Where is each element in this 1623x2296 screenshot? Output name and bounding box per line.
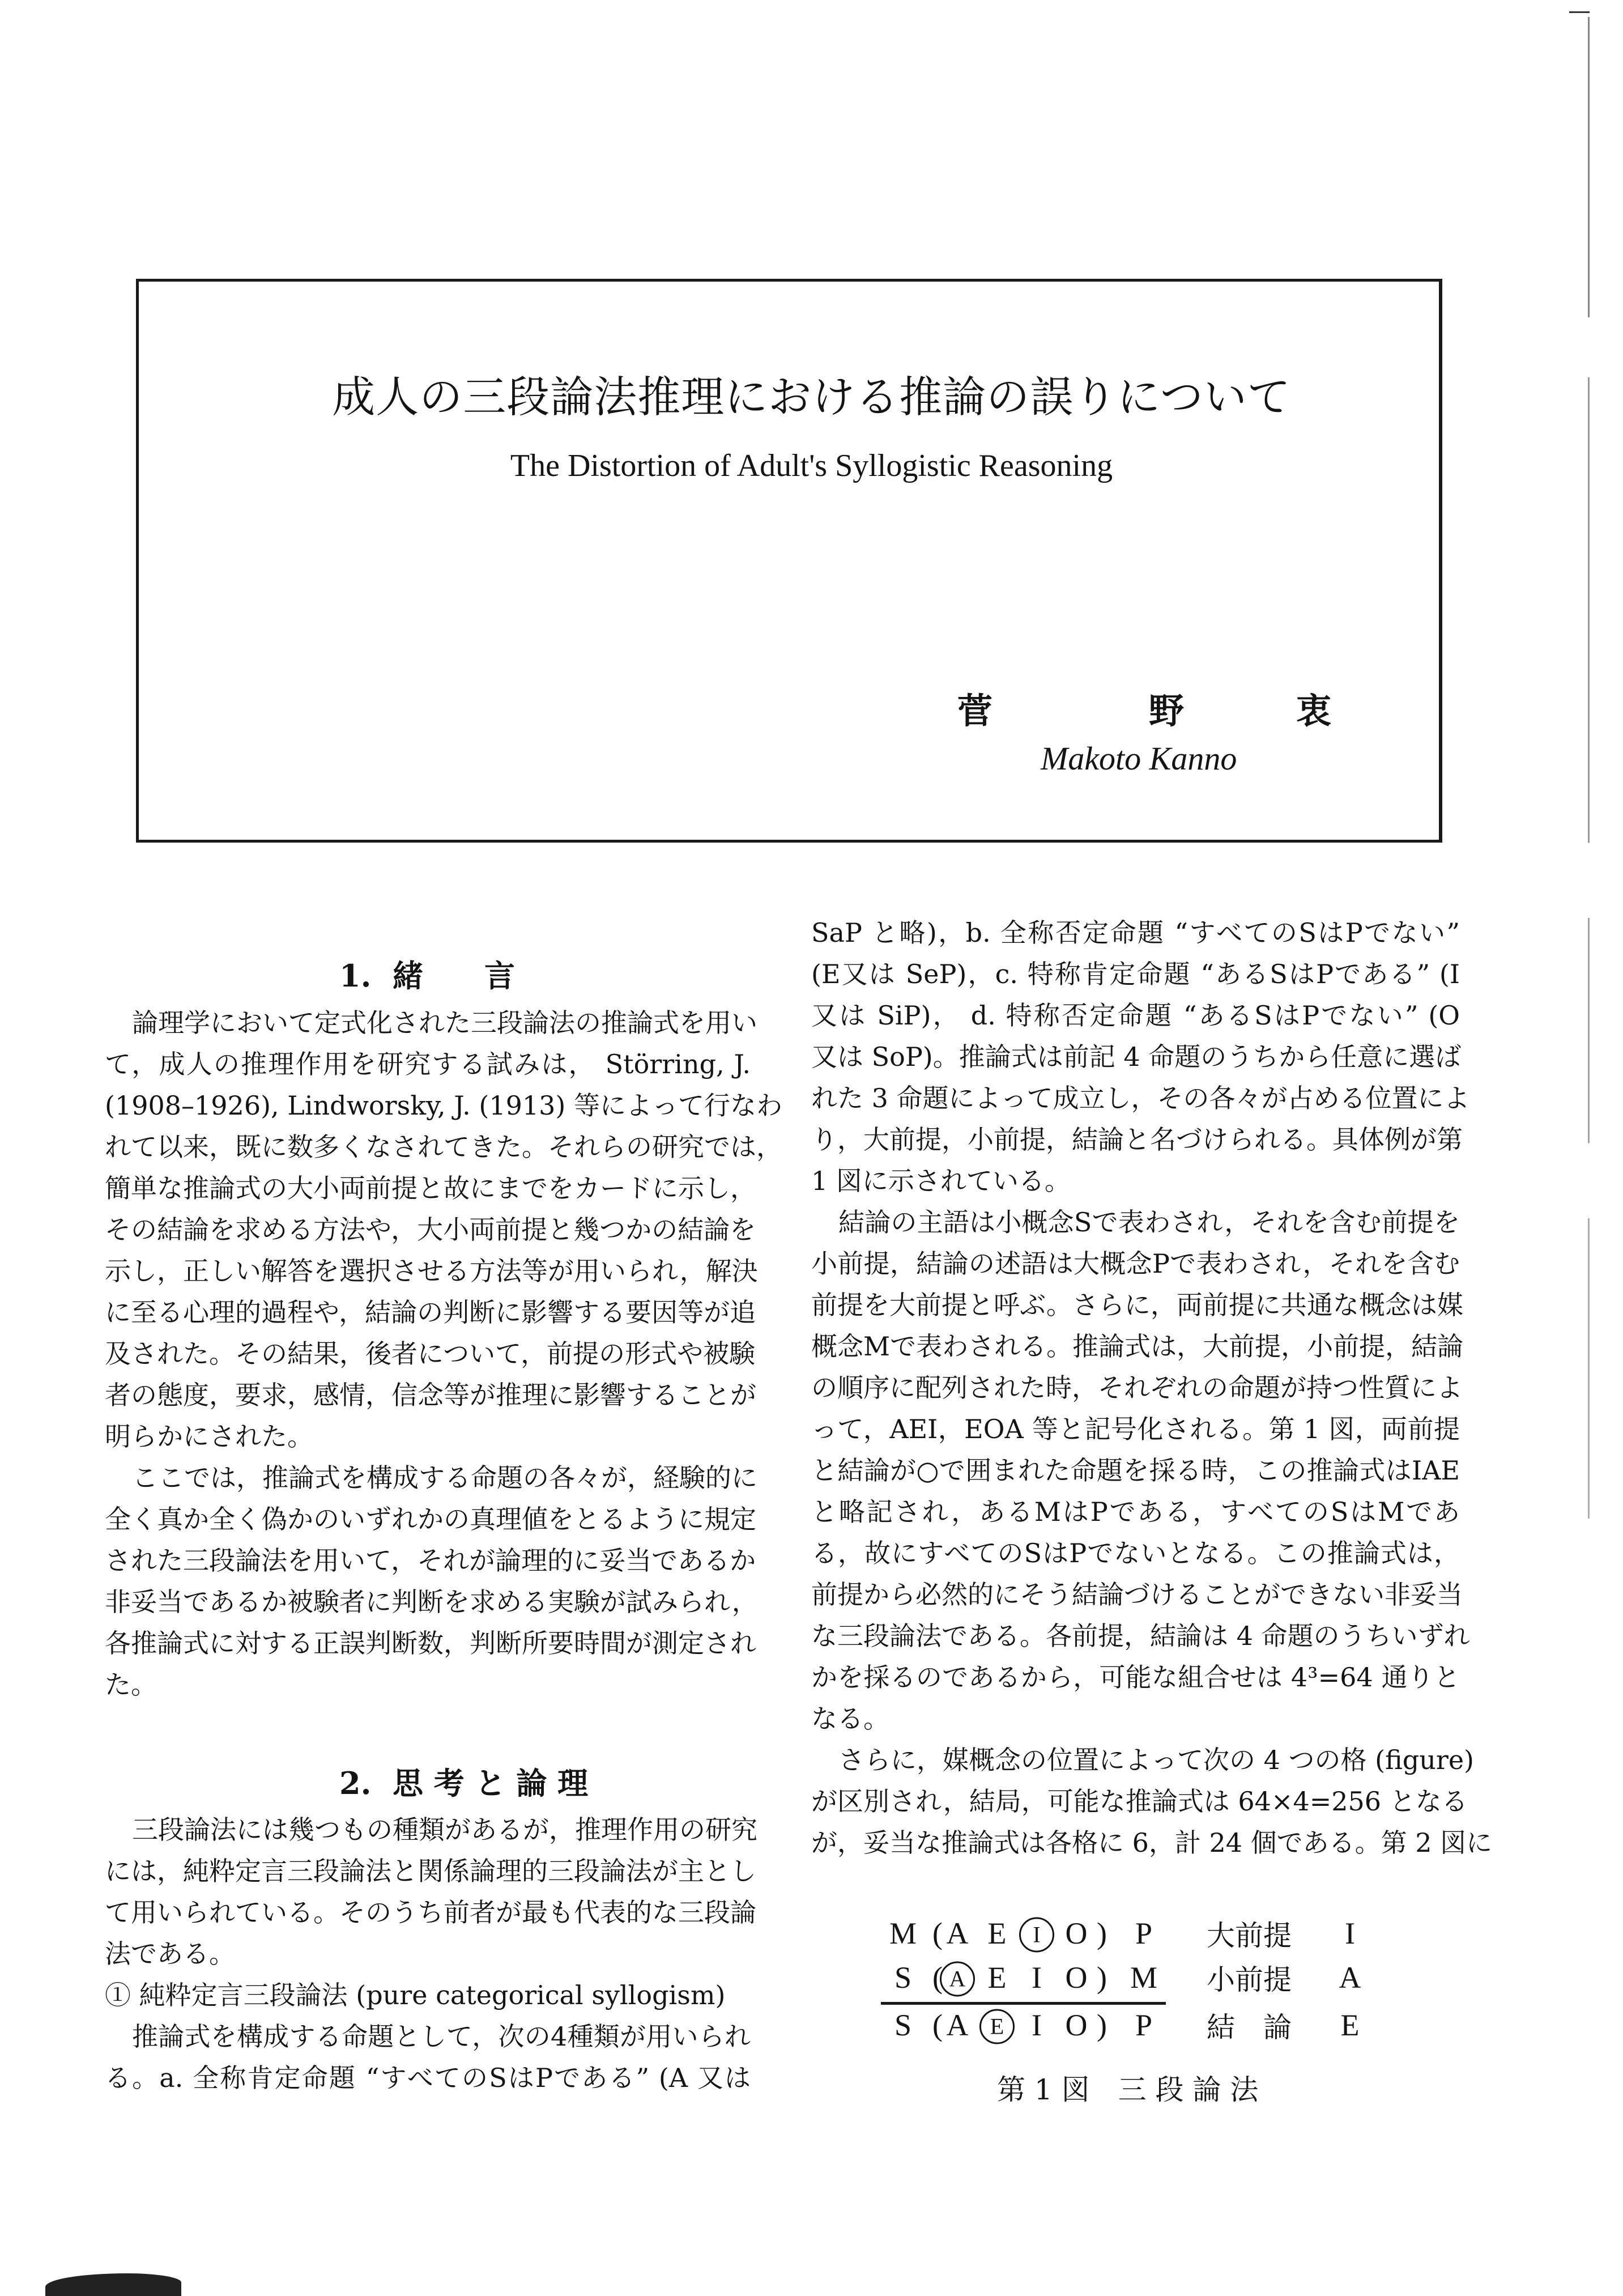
figure-option: O — [1065, 1916, 1088, 1950]
section-heading-thinking-and-logic: 2. 思 考 と 論 理 — [339, 1765, 589, 1801]
figure-paren: ( — [932, 2008, 943, 2042]
figure-premise-label: 大前提 — [1207, 1919, 1292, 1952]
text-line: と略記され，あるMはPである，すべてのSはMであ — [811, 1496, 1460, 1527]
text-line: 各推論式に対する正誤判断数，判断所要時間が測定され — [105, 1628, 756, 1659]
text-line: って，AEI，EOA 等と記号化される。第 1 図，両前提 — [811, 1414, 1460, 1444]
figure-circled-option — [940, 1959, 975, 1997]
figure-premise-label: 小前提 — [1207, 1963, 1292, 1996]
text-line: 結論の主語は小概念Sで表わされ，それを含む前提を — [838, 1207, 1460, 1238]
circle-mark-icon: I — [1019, 1917, 1054, 1953]
text-line: 1 図に示されている。 — [811, 1166, 1071, 1196]
text-line: ここでは，推論式を構成する命題の各々が，経験的に — [132, 1462, 757, 1493]
text-line: 概念Mで表わされる。推論式は，大前提，小前提，結論 — [811, 1331, 1464, 1362]
text-line: 推論式を構成する命題として，次の4種類が用いられ — [132, 2021, 751, 2052]
figure-option: O — [1065, 1961, 1088, 1995]
figure-paren: ( — [932, 1961, 943, 1995]
figure-term: M — [1130, 1961, 1158, 1995]
figure-option: I — [1032, 1961, 1042, 1995]
figure-term: P — [1135, 1916, 1153, 1950]
text-line: と結論が○で囲まれた命題を採る時，この推論式はIAE — [811, 1455, 1460, 1486]
text-line: なる。 — [811, 1703, 889, 1734]
text-line: SaP と略)，b. 全称否定命題 “すべてのSはPでない” — [811, 917, 1460, 948]
figure-term: S — [894, 1961, 912, 1995]
text-line: に至る心理的過程や，結論の判断に影響する要因等が追 — [105, 1297, 756, 1328]
text-line: な三段論法である。各前提，結論は 4 命題のうちいずれ — [811, 1621, 1470, 1651]
text-line: 前提を大前提と呼ぶ。さらに，両前提に共通な概念は媒 — [811, 1290, 1463, 1320]
text-line: さらに，媒概念の位置によって次の 4 つの格 (figure) — [838, 1745, 1474, 1775]
figure-selected-value: E — [1340, 2008, 1360, 2042]
figure-paren: ) — [1097, 2008, 1107, 2042]
text-line: 示し，正しい解答を選択させる方法等が用いられ，解決 — [105, 1256, 758, 1286]
text-line: て用いられている。そのうち前者が最も代表的な三段論 — [105, 1897, 756, 1928]
text-line: (1908–1926), Lindworsky, J. (1913) 等によって行なわ — [105, 1090, 782, 1121]
text-line: 前提から必然的にそう結論づけることができない非妥当 — [811, 1579, 1463, 1610]
author-name-char: 菅 — [957, 690, 993, 732]
text-line: る，故にすべてのSはPでないとなる。この推論式は， — [811, 1538, 1460, 1568]
author-name-english: Makoto Kanno — [1041, 740, 1237, 777]
text-line: て，成人の推理作用を研究する試みは， Störring, J. — [105, 1049, 751, 1079]
text-line: かを採るのであるから，可能な組合せは 4³=64 通りと — [811, 1662, 1460, 1693]
text-line: 非妥当であるか被験者に判断を求める実験が試みられ， — [105, 1587, 758, 1617]
text-line: ① 純粋定言三段論法 (pure categorical syllogism) — [105, 1980, 726, 2010]
author-name-char: 衷 — [1296, 690, 1332, 732]
text-line: その結論を求める方法や，大小両前提と幾つかの結論を — [105, 1214, 756, 1245]
figure-paren: ) — [1097, 1961, 1107, 1995]
text-line: 簡単な推論式の大小両前提と故にまでをカードに示し， — [105, 1173, 756, 1204]
title-english: The Distortion of Adult's Syllogistic Reasoning — [510, 448, 1113, 483]
text-line: 全く真か全く偽かのいずれかの真理値をとるように規定 — [105, 1504, 756, 1534]
author-name-char: 野 — [1149, 690, 1185, 732]
figure-circled-option — [1019, 1915, 1054, 1953]
text-line: 法である。 — [105, 1938, 235, 1969]
figure-term: S — [894, 2008, 912, 2042]
text-line: が，妥当な推論式は各格に 6，計 24 個である。第 2 図に — [811, 1827, 1493, 1858]
text-line: が区別され，結局，可能な推論式は 64×4=256 となる — [811, 1786, 1468, 1817]
text-line: 又は SiP)， d. 特称否定命題 “あるSはPでない” (O — [811, 1000, 1460, 1031]
text-line: 又は SoP)。推論式は前記 4 命題のうちから任意に選ば — [811, 1041, 1462, 1072]
text-line: には，純粋定言三段論法と関係論理的三段論法が主とし — [105, 1856, 756, 1886]
text-line: 及された。その結果，後者について，前提の形式や被験 — [105, 1338, 756, 1369]
text-line: れて以来，既に数多くなされてきた。それらの研究では， — [105, 1132, 782, 1162]
text-line: (E又は SeP)，c. 特称肯定命題 “あるSはPである” (I — [811, 959, 1460, 989]
figure-option: A — [946, 1916, 969, 1950]
text-line: る。a. 全称肯定命題 “すべてのSはPである” (A 又は — [105, 2063, 751, 2093]
text-line: た。 — [105, 1669, 157, 1700]
text-line: れた 3 命題によって成立し，その各々が占める位置によ — [811, 1083, 1470, 1113]
figure-conclusion-rule — [881, 2002, 1166, 2005]
text-line: り，大前提，小前提，結論と名づけられる。具体例が第 — [811, 1124, 1463, 1155]
text-line: 三段論法には幾つもの種類があるが，推理作用の研究 — [132, 1814, 757, 1845]
figure-paren: ) — [1097, 1916, 1107, 1950]
text-line: 明らかにされた。 — [105, 1421, 313, 1452]
figure-selected-value: I — [1345, 1916, 1355, 1950]
text-line: された三段論法を用いて，それが論理的に妥当であるか — [105, 1545, 756, 1576]
figure-option: I — [1032, 2008, 1042, 2042]
figure-selected-value: A — [1339, 1961, 1361, 1995]
figure-premise-label: 結 論 — [1207, 2011, 1292, 2044]
figure-option: E — [987, 1961, 1007, 1995]
figure-paren: ( — [932, 1916, 943, 1950]
circle-mark-icon: E — [979, 2009, 1015, 2044]
title-japanese: 成人の三段論法推理における推論の誤りについて — [332, 372, 1291, 422]
figure-term: M — [889, 1916, 917, 1950]
text-line: 者の態度，要求，感情，信念等が推理に影響することが — [105, 1380, 756, 1410]
figure-term: P — [1135, 2008, 1153, 2042]
text-line: 論理学において定式化された三段論法の推論式を用い — [132, 1007, 757, 1038]
circle-mark-icon: A — [940, 1962, 975, 1997]
text-line: 小前提，結論の述語は大概念Pで表わされ，それを含む — [811, 1248, 1460, 1279]
figure-caption: 第 1 図 三 段 論 法 — [997, 2073, 1259, 2106]
figure-option: E — [987, 1916, 1007, 1950]
section-heading-introduction: 1. 緒 言 — [339, 958, 515, 994]
text-line: の順序に配列された時，それぞれの命題が持つ性質によ — [811, 1372, 1463, 1403]
figure-circled-option — [979, 2006, 1015, 2044]
figure-option: A — [946, 2008, 969, 2042]
figure-option: O — [1065, 2008, 1088, 2042]
